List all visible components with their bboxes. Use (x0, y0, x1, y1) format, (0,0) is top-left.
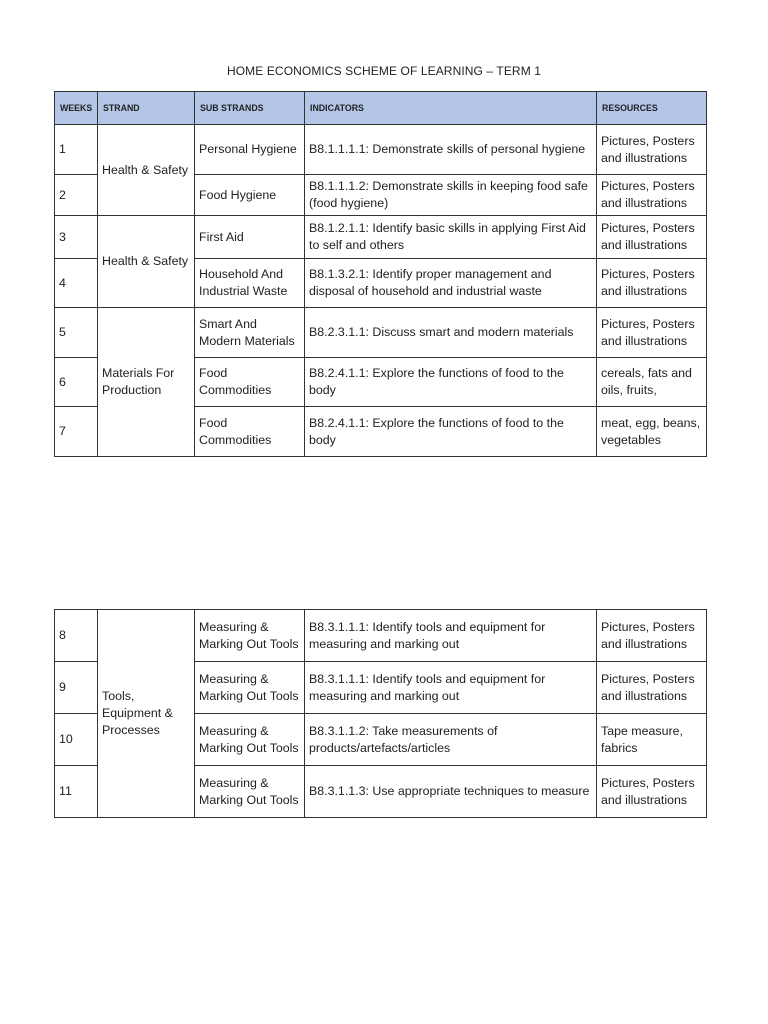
indicator-cell: B8.3.1.1.2: Take measurements of products/artefacts/articles (305, 714, 597, 766)
resources-cell: Pictures, Posters and illustrations (597, 216, 707, 259)
scheme-table-1 (54, 91, 707, 457)
table-row (55, 125, 707, 175)
resources-cell: Pictures, Posters and illustrations (597, 125, 707, 175)
indicator-cell: B8.3.1.1.1: Identify tools and equipment for measuring and marking out (305, 610, 597, 662)
scheme-table-2 (54, 609, 707, 818)
sub-strand-cell: Measuring & Marking Out Tools (195, 766, 305, 818)
week-cell: 1 (55, 125, 98, 175)
resources-cell: meat, egg, beans, vegetables (597, 407, 707, 457)
week-cell: 4 (55, 259, 98, 308)
resources-cell: Pictures, Posters and illustrations (597, 662, 707, 714)
resources-cell: Pictures, Posters and illustrations (597, 308, 707, 358)
sub-strand-cell: Measuring & Marking Out Tools (195, 662, 305, 714)
indicator-cell: B8.2.3.1.1: Discuss smart and modern materials (305, 308, 597, 358)
sub-strand-cell: Food Commodities (195, 407, 305, 457)
resources-cell: Pictures, Posters and illustrations (597, 610, 707, 662)
indicator-cell: B8.2.4.1.1: Explore the functions of food to the body (305, 407, 597, 457)
document-title: HOME ECONOMICS SCHEME OF LEARNING – TERM 1 (226, 64, 542, 78)
header-indicators: INDICATORS (305, 92, 597, 125)
table-row (55, 216, 707, 259)
week-cell: 7 (55, 407, 98, 457)
week-cell: 10 (55, 714, 98, 766)
strand-cell: Materials For Production (98, 308, 195, 457)
table-row (55, 308, 707, 358)
indicator-cell: B8.2.4.1.1: Explore the functions of food to the body (305, 358, 597, 407)
week-cell: 2 (55, 175, 98, 216)
sub-strand-cell: Measuring & Marking Out Tools (195, 714, 305, 766)
resources-cell: Pictures, Posters and illustrations (597, 175, 707, 216)
indicator-cell: B8.1.2.1.1: Identify basic skills in applying First Aid to self and others (305, 216, 597, 259)
header-sub-strands: SUB STRANDS (195, 92, 305, 125)
resources-cell: Tape measure, fabrics (597, 714, 707, 766)
header-resources: RESOURCES (597, 92, 707, 125)
week-cell: 9 (55, 662, 98, 714)
sub-strand-cell: Food Commodities (195, 358, 305, 407)
header-strand: STRAND (98, 92, 195, 125)
week-cell: 6 (55, 358, 98, 407)
resources-cell: Pictures, Posters and illustrations (597, 766, 707, 818)
sub-strand-cell: Household And Industrial Waste (195, 259, 305, 308)
strand-cell: Tools, Equipment & Processes (98, 610, 195, 818)
sub-strand-cell: Smart And Modern Materials (195, 308, 305, 358)
strand-cell: Health & Safety (98, 216, 195, 308)
indicator-cell: B8.1.1.1.2: Demonstrate skills in keeping food safe (food hygiene) (305, 175, 597, 216)
resources-cell: Pictures, Posters and illustrations (597, 259, 707, 308)
week-cell: 11 (55, 766, 98, 818)
table-row (55, 610, 707, 662)
strand-cell: Health & Safety (98, 125, 195, 216)
week-cell: 5 (55, 308, 98, 358)
table-header-row (55, 92, 707, 125)
indicator-cell: B8.3.1.1.3: Use appropriate techniques to measure (305, 766, 597, 818)
indicator-cell: B8.1.1.1.1: Demonstrate skills of personal hygiene (305, 125, 597, 175)
week-cell: 3 (55, 216, 98, 259)
resources-cell: cereals, fats and oils, fruits, (597, 358, 707, 407)
week-cell: 8 (55, 610, 98, 662)
sub-strand-cell: First Aid (195, 216, 305, 259)
sub-strand-cell: Personal Hygiene (195, 125, 305, 175)
sub-strand-cell: Food Hygiene (195, 175, 305, 216)
indicator-cell: B8.3.1.1.1: Identify tools and equipment for measuring and marking out (305, 662, 597, 714)
header-weeks: WEEKS (55, 92, 98, 125)
indicator-cell: B8.1.3.2.1: Identify proper management and disposal of household and industrial waste (305, 259, 597, 308)
sub-strand-cell: Measuring & Marking Out Tools (195, 610, 305, 662)
